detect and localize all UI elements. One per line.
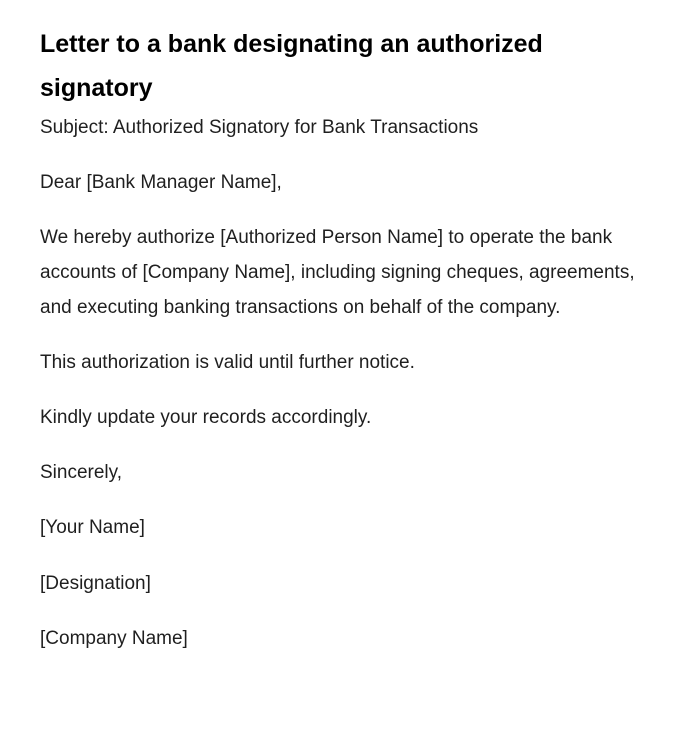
signature-designation: [Designation] [40,573,151,594]
letter-closing: Sincerely, [40,462,123,483]
document-title: Letter to a bank designating an authorized signatory [40,30,543,102]
letter-body-paragraph: We hereby authorize [Authorized Person Name] to operate the bank accounts of [Company Name], including signing cheques, agreements, and executing banking transactions on behalf of the company. [40,227,635,318]
letter-body-paragraph: Kindly update your records accordingly. [40,407,372,428]
letter-subject: Subject: Authorized Signatory for Bank Transactions [40,117,479,138]
letter-salutation: Dear [Bank Manager Name], [40,172,282,193]
signature-name: [Your Name] [40,517,145,538]
signature-company: [Company Name] [40,628,188,649]
letter-body-paragraph: This authorization is valid until further notice. [40,352,415,373]
